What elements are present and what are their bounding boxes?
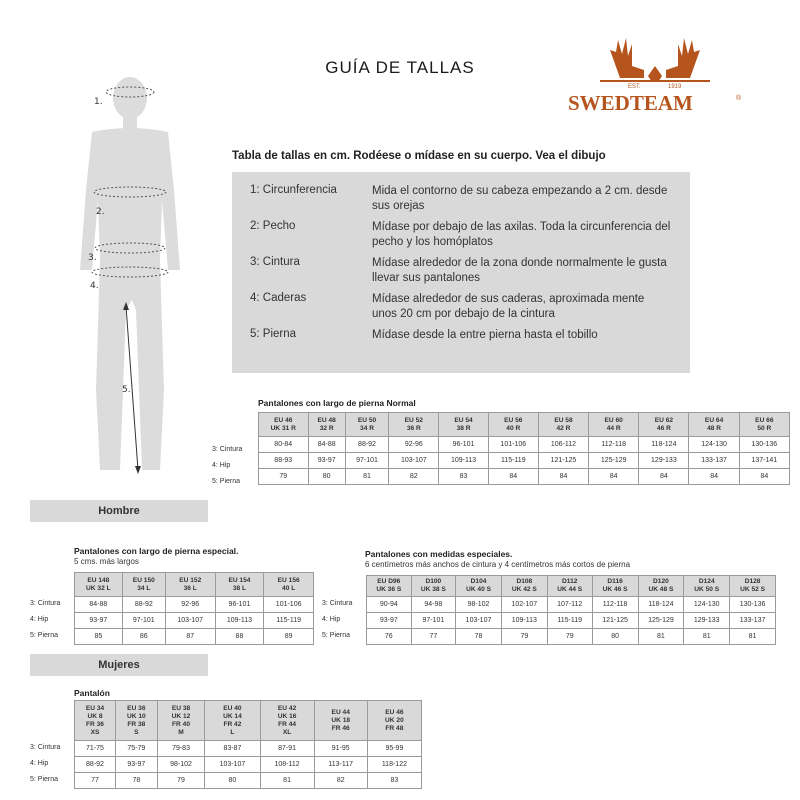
size-header-line: UK 16	[277, 712, 297, 720]
size-header-line: UK 46 S	[602, 586, 628, 593]
table-row	[75, 597, 314, 613]
size-header-line: EU 54	[454, 416, 473, 424]
row-label: 4: Hip	[30, 760, 49, 767]
row-label: 5: Pierna	[212, 478, 241, 485]
size-header	[389, 413, 439, 437]
table-cell: 83	[367, 773, 421, 789]
measurement-label: 5: Pierna	[250, 328, 297, 340]
logo-reg: ®	[736, 95, 742, 102]
table-cell: 108-112	[260, 757, 314, 773]
table-special-caption: Pantalones con largo de pierna especial.	[74, 546, 239, 556]
table-cell: 115-119	[264, 613, 314, 629]
size-header	[75, 701, 116, 741]
table-cell: 97-101	[345, 453, 388, 469]
page-title: GUÍA DE TALLAS	[325, 58, 475, 77]
size-header-line: EU 48	[317, 416, 336, 424]
measurement-description: Mídase alrededor de la zona donde normalmente le gusta llevar sus pantalones	[372, 257, 667, 284]
table-cell: 79	[547, 629, 592, 645]
table-cell: 113-117	[314, 757, 367, 773]
size-header	[411, 576, 456, 597]
table-normal-row-labels	[212, 442, 242, 490]
table-cell: 129-133	[639, 453, 689, 469]
size-header	[345, 413, 388, 437]
size-header	[547, 576, 592, 597]
logo-brand: SWEDTEAM	[568, 91, 693, 115]
row-label: 4: Hip	[212, 462, 231, 469]
table-cell: 95-99	[367, 741, 421, 757]
figure-label-5: 5.	[122, 385, 131, 395]
table-cell: 76	[367, 629, 412, 645]
measurement-label: 4: Caderas	[250, 292, 307, 304]
size-header-line: UK 31 R	[270, 424, 296, 432]
size-header-line: D124	[698, 578, 715, 585]
size-header	[115, 701, 157, 741]
table-cell: 112-118	[592, 597, 638, 613]
table-cell: 79-83	[157, 741, 205, 757]
table-cell: 96-101	[215, 597, 264, 613]
table-cell: 97-101	[122, 613, 165, 629]
table-cell: 125-129	[589, 453, 639, 469]
size-header-line: 40 R	[506, 424, 521, 432]
table-cell: 81	[345, 469, 388, 485]
table-cell: 84	[739, 469, 789, 485]
table-special-subcaption: 5 cms. más largos	[74, 557, 139, 566]
table-cell: 130-136	[730, 597, 776, 613]
table-cell: 80	[592, 629, 638, 645]
size-header-line: EU 38	[171, 704, 191, 712]
size-header-line: D120	[653, 578, 669, 585]
size-header-line: 42 R	[556, 424, 571, 432]
size-header	[308, 413, 345, 437]
row-label: 3: Cintura	[322, 600, 353, 607]
table-cell: 94-98	[411, 597, 456, 613]
row-label: 4: Hip	[30, 616, 49, 623]
size-header-line: EU 148	[87, 576, 110, 584]
table-cell: 97-101	[411, 613, 456, 629]
size-header-line: EU 150	[132, 576, 155, 584]
size-header-line: D108	[516, 578, 533, 585]
size-header-line: UK 10	[126, 712, 146, 720]
table-cell: 71-75	[75, 741, 116, 757]
table-cell: 87-91	[260, 741, 314, 757]
size-header-line: S	[134, 728, 139, 736]
table-cell: 121-125	[538, 453, 588, 469]
size-header-line: 34 L	[137, 584, 151, 592]
table-row	[259, 453, 790, 469]
measurement-row	[250, 256, 672, 286]
size-header-line: D104	[470, 578, 487, 585]
logo-est: EST.	[628, 84, 641, 90]
size-header-line: 36 L	[183, 584, 197, 592]
table-cell: 80	[308, 469, 345, 485]
table-cell: 106-112	[538, 437, 588, 453]
table-cell: 81	[638, 629, 684, 645]
measurement-description: Mídase alrededor de sus caderas, aproximada mente unos 20 cm por debajo de la cintura	[372, 293, 645, 320]
table-special-row-labels	[30, 596, 60, 644]
size-header-line: UK 42 S	[511, 586, 537, 593]
size-header	[75, 573, 123, 597]
size-header	[488, 413, 538, 437]
row-label: 5: Pierna	[30, 632, 59, 639]
table-cell: 93-97	[75, 613, 123, 629]
size-header-line: 38 L	[232, 584, 247, 592]
table-women	[74, 700, 422, 789]
table-header-row	[75, 701, 422, 741]
logo-year: 1919	[668, 84, 682, 90]
row-label: 3: Cintura	[30, 600, 61, 607]
table-cell: 107-112	[547, 597, 592, 613]
size-header-line: FR 46	[331, 724, 350, 732]
table-cell: 112-118	[589, 437, 639, 453]
size-header-line: FR 44	[278, 720, 297, 728]
size-header-line: 50 R	[757, 424, 772, 432]
table-cell: 130-136	[739, 437, 789, 453]
table-cell: 109-113	[215, 613, 264, 629]
table-cell: 88-93	[259, 453, 309, 469]
table-header-row	[75, 573, 314, 597]
size-header-line: UK 48 S	[648, 586, 674, 593]
table-medidas-caption: Pantalones con medidas especiales.	[365, 549, 513, 559]
size-header-line: 38 R	[456, 424, 471, 432]
size-header-line: D100	[425, 578, 442, 585]
size-header-line: UK 44 S	[557, 586, 583, 593]
size-header-line: EU 50	[357, 416, 377, 424]
size-header-line: EU 42	[277, 704, 297, 712]
measurement-instructions	[232, 172, 690, 373]
size-header	[538, 413, 588, 437]
table-cell: 89	[264, 629, 314, 645]
table-cell: 103-107	[456, 613, 502, 629]
size-header-line: 48 R	[707, 424, 722, 432]
table-row	[367, 597, 776, 613]
size-header-line: 34 R	[360, 424, 374, 432]
row-label: 3: Cintura	[30, 744, 61, 751]
size-header-line: EU 66	[755, 416, 774, 424]
size-header-line: UK 50 S	[694, 586, 720, 593]
table-cell: 124-130	[684, 597, 730, 613]
size-header-line: FR 42	[223, 720, 242, 728]
size-header-line: FR 38	[127, 720, 146, 728]
table-cell: 83-87	[205, 741, 260, 757]
size-header-line: FR 40	[172, 720, 190, 728]
size-header	[689, 413, 739, 437]
figure-label-1: 1.	[94, 97, 103, 107]
size-header-line: EU 58	[554, 416, 573, 424]
size-header	[592, 576, 638, 597]
table-cell: 133-137	[689, 453, 739, 469]
size-header	[367, 701, 421, 741]
size-header	[165, 573, 215, 597]
table-cell: 103-107	[205, 757, 260, 773]
size-header-line: EU 46	[385, 708, 404, 716]
measurement-row	[250, 184, 672, 214]
size-header-line: 40 L	[282, 584, 296, 592]
table-cell: 121-125	[592, 613, 638, 629]
table-cell: 102-107	[501, 597, 547, 613]
size-header-line: UK 36 S	[376, 586, 402, 593]
table-cell: 84-88	[75, 597, 123, 613]
table-cell: 84-88	[308, 437, 345, 453]
table-cell: 93-97	[367, 613, 412, 629]
size-header-line: UK 32 L	[86, 584, 111, 592]
table-cell: 80-84	[259, 437, 309, 453]
row-label: 3: Cintura	[212, 446, 243, 453]
size-header	[314, 701, 367, 741]
table-cell: 115-119	[488, 453, 538, 469]
size-header	[122, 573, 165, 597]
table-medidas-row-labels	[322, 596, 352, 644]
size-header-line: D112	[562, 578, 578, 585]
table-cell: 103-107	[389, 453, 439, 469]
measurement-description: Mida el contorno de su cabeza empezando a 2 cm. desde sus orejas	[372, 185, 668, 212]
size-header-line: UK 38 S	[420, 586, 446, 593]
table-cell: 129-133	[684, 613, 730, 629]
size-header-line: UK 20	[385, 716, 404, 724]
size-header-line: EU 152	[179, 576, 202, 584]
size-header-line: L	[230, 728, 235, 736]
table-cell: 115-119	[547, 613, 592, 629]
table-cell: 92-96	[389, 437, 439, 453]
table-cell: 101-106	[264, 597, 314, 613]
measurement-row	[250, 220, 672, 250]
size-header	[456, 576, 502, 597]
size-header	[639, 413, 689, 437]
size-header-line: EU 36	[127, 704, 146, 712]
table-cell: 88-92	[345, 437, 388, 453]
table-row	[75, 613, 314, 629]
table-cell: 109-113	[501, 613, 547, 629]
logo-graphic	[560, 30, 750, 120]
size-header	[501, 576, 547, 597]
table-cell: 79	[259, 469, 309, 485]
size-header-line: 32 R	[319, 424, 334, 432]
measurement-description: Mídase desde la entre pierna hasta el tobillo	[372, 329, 598, 341]
body-figure	[40, 70, 243, 490]
measurement-row	[250, 328, 672, 343]
swedteam-logo	[560, 30, 750, 120]
table-medidas-subcaption: 6 centímetros más anchos de cintura y 4 centímetros más cortos de pierna	[365, 560, 631, 569]
size-header	[205, 701, 260, 741]
table-cell: 84	[589, 469, 639, 485]
size-header	[260, 701, 314, 741]
size-header-line: XL	[282, 728, 292, 736]
table-cell: 86	[122, 629, 165, 645]
table-cell: 91-95	[314, 741, 367, 757]
section-women: Mujeres	[30, 654, 208, 676]
table-cell: 85	[75, 629, 123, 645]
table-cell: 80	[205, 773, 260, 789]
size-header-line: UK 12	[171, 712, 191, 720]
size-header	[259, 413, 309, 437]
table-row	[75, 757, 422, 773]
table-women-row-labels	[30, 740, 60, 788]
size-header-line: EU 52	[404, 416, 423, 424]
size-header-line: EU 34	[85, 704, 105, 712]
size-header-line: EU 156	[277, 576, 300, 584]
size-header-line: EU 40	[223, 704, 242, 712]
table-cell: 118-124	[639, 437, 689, 453]
size-header-line: 36 R	[406, 424, 421, 432]
table-cell: 84	[538, 469, 588, 485]
table-cell: 90-94	[367, 597, 412, 613]
table-row	[75, 773, 422, 789]
body-silhouette-icon	[40, 70, 243, 490]
table-cell: 98-102	[157, 757, 205, 773]
table-cell: 109-113	[439, 453, 488, 469]
table-cell: 82	[389, 469, 439, 485]
table-cell: 79	[501, 629, 547, 645]
table-cell: 84	[639, 469, 689, 485]
size-header-line: UK 52 S	[740, 586, 766, 593]
table-special	[74, 572, 314, 645]
size-header-line: EU 64	[704, 416, 724, 424]
size-header	[367, 576, 412, 597]
size-header	[264, 573, 314, 597]
table-cell: 78	[115, 773, 157, 789]
table-cell: 88	[215, 629, 264, 645]
size-header-line: EU 60	[604, 416, 623, 424]
size-header	[684, 576, 730, 597]
table-medidas	[366, 575, 776, 645]
table-cell: 81	[260, 773, 314, 789]
table-cell: 93-97	[115, 757, 157, 773]
table-cell: 75-79	[115, 741, 157, 757]
size-header-line: EU 62	[654, 416, 674, 424]
table-cell: 82	[314, 773, 367, 789]
size-header-line: EU D96	[377, 578, 401, 585]
size-header	[589, 413, 639, 437]
table-row	[75, 629, 314, 645]
table-cell: 81	[684, 629, 730, 645]
figure-label-2: 2.	[96, 207, 105, 217]
antlers-icon	[600, 38, 710, 82]
table-cell: 87	[165, 629, 215, 645]
table-cell: 133-137	[730, 613, 776, 629]
size-header	[638, 576, 684, 597]
size-header-line: XS	[90, 728, 100, 736]
table-cell: 88-92	[75, 757, 116, 773]
table-cell: 81	[730, 629, 776, 645]
table-cell: 84	[689, 469, 739, 485]
table-cell: 96-101	[439, 437, 488, 453]
size-header-line: EU 154	[228, 576, 251, 584]
size-header-line: EU 44	[331, 708, 350, 716]
size-header-line: 44 R	[606, 424, 621, 432]
intro-text: Tabla de tallas en cm. Rodéese o mídase en su cuerpo. Vea el dibujo	[232, 150, 606, 162]
table-cell: 125-129	[638, 613, 684, 629]
table-cell: 83	[439, 469, 488, 485]
size-header-line: UK 18	[331, 716, 351, 724]
size-header-line: UK 8	[87, 712, 103, 720]
size-header	[739, 413, 789, 437]
table-cell: 88-92	[122, 597, 165, 613]
size-header-line: D116	[607, 578, 623, 585]
size-header	[215, 573, 264, 597]
table-women-caption: Pantalón	[74, 688, 110, 698]
table-normal	[258, 412, 790, 485]
section-men: Hombre	[30, 500, 208, 522]
table-row	[259, 437, 790, 453]
table-cell: 118-124	[638, 597, 684, 613]
figure-label-4: 4.	[90, 281, 99, 291]
table-row	[367, 629, 776, 645]
table-cell: 98-102	[456, 597, 502, 613]
size-header-line: 46 R	[656, 424, 671, 432]
table-cell: 103-107	[165, 613, 215, 629]
measurement-row	[250, 292, 672, 322]
size-header-line: EU 56	[504, 416, 523, 424]
size-header-line: UK 14	[223, 712, 242, 720]
table-header-row	[367, 576, 776, 597]
table-cell: 77	[411, 629, 456, 645]
table-cell: 77	[75, 773, 116, 789]
table-row	[367, 613, 776, 629]
table-cell: 93-97	[308, 453, 345, 469]
measurement-label: 1: Circunferencia	[250, 184, 337, 196]
measurement-label: 3: Cintura	[250, 256, 300, 268]
table-normal-caption: Pantalones con largo de pierna Normal	[258, 398, 416, 408]
table-cell: 84	[488, 469, 538, 485]
size-header-line: UK 40 S	[466, 586, 491, 593]
size-header	[730, 576, 776, 597]
measurement-label: 2: Pecho	[250, 220, 296, 232]
size-header-line: EU 46	[274, 416, 293, 424]
size-header	[157, 701, 205, 741]
table-cell: 118-122	[367, 757, 421, 773]
table-cell: 101-106	[488, 437, 538, 453]
row-label: 4: Hip	[322, 616, 341, 623]
row-label: 5: Pierna	[30, 776, 59, 783]
table-row	[75, 741, 422, 757]
measurement-description: Mídase por debajo de las axilas. Toda la circunferencia del pecho y los homóplatos	[372, 221, 671, 248]
size-header-line: FR 48	[385, 724, 404, 732]
table-row	[259, 469, 790, 485]
size-header-line: FR 36	[86, 720, 104, 728]
size-header-line: M	[178, 728, 184, 736]
table-cell: 92-96	[165, 597, 215, 613]
table-cell: 137-141	[739, 453, 789, 469]
size-header-line: D128	[744, 578, 761, 585]
table-header-row	[259, 413, 790, 437]
row-label: 5: Pierna	[322, 632, 351, 639]
figure-label-3: 3.	[88, 253, 97, 263]
table-cell: 78	[456, 629, 502, 645]
size-header	[439, 413, 488, 437]
table-cell: 79	[157, 773, 205, 789]
table-cell: 124-130	[689, 437, 739, 453]
